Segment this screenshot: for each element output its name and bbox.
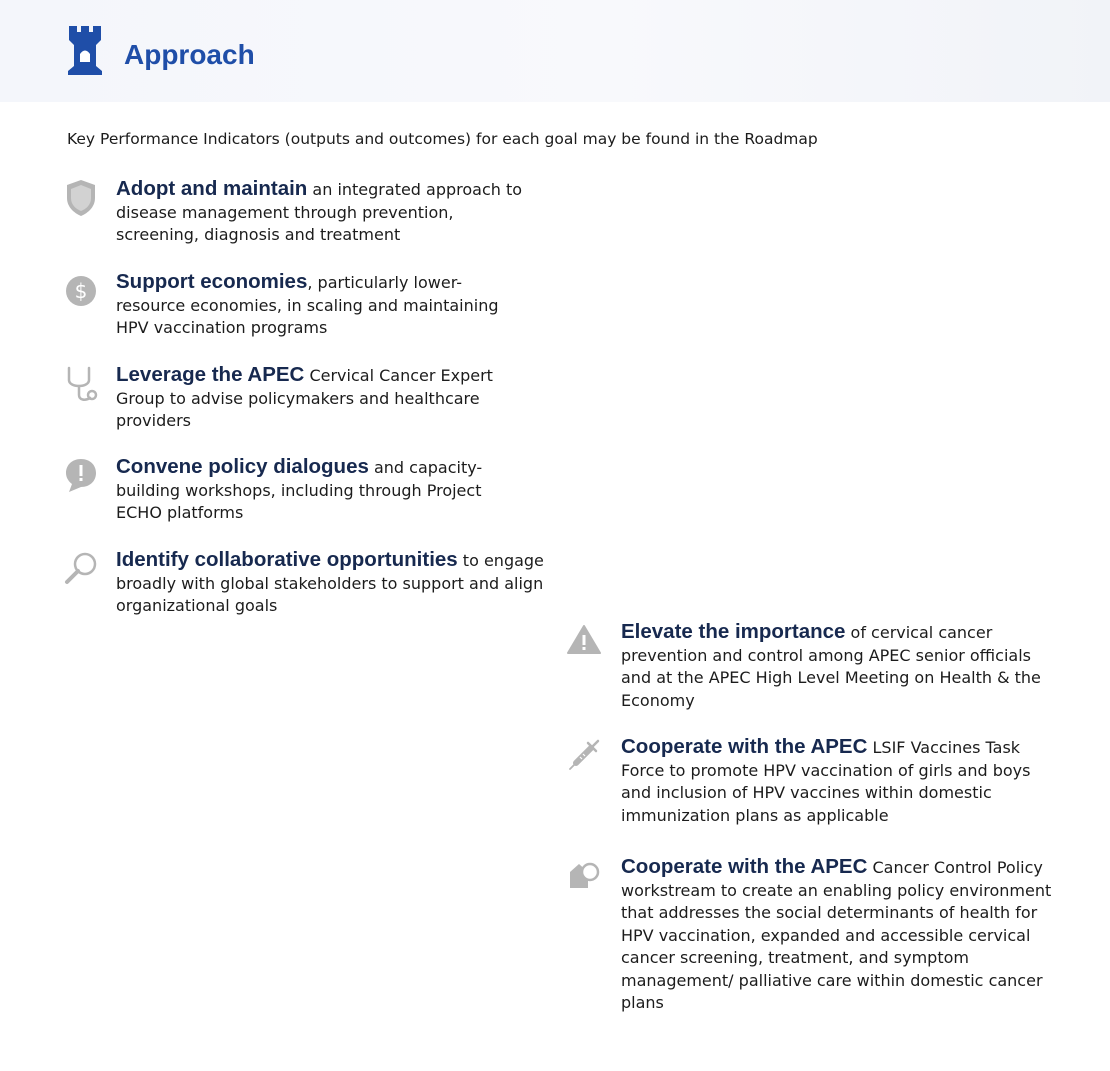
goal-item xyxy=(64,364,526,433)
svg-text:$: $ xyxy=(74,279,88,303)
goal-text xyxy=(621,621,1061,712)
dollar-coin-icon xyxy=(64,271,98,311)
goal-item xyxy=(64,271,526,340)
goal-text xyxy=(621,736,1061,827)
intro-text: Key Performance Indicators (outputs and outcomes) for each goal may be found in the Roadmap xyxy=(67,130,818,148)
castle-tower-icon xyxy=(65,24,105,76)
warning-triangle-icon xyxy=(567,621,601,661)
shield-icon xyxy=(64,178,98,218)
stethoscope-icon xyxy=(64,364,98,404)
goal-description: Cervical Cancer Expert Group to advise policymakers and healthcare providers xyxy=(116,366,493,430)
goal-keyword: Identify collaborative opportunities xyxy=(116,548,458,571)
goal-keyword: Support economies xyxy=(116,270,308,293)
goal-description: to engage broadly with global stakeholders to support and align organizational goals xyxy=(116,551,544,615)
goal-text xyxy=(116,178,536,247)
goal-text xyxy=(116,549,556,618)
goal-text xyxy=(621,856,1061,1015)
goal-item xyxy=(567,621,1061,712)
magnifier-icon xyxy=(64,549,98,589)
goal-text xyxy=(116,364,526,433)
goal-description: of cervical cancer prevention and control among APEC senior officials and at the APEC High Level Meeting on Health & the Economy xyxy=(621,623,1041,710)
goal-description: LSIF Vaccines Task Force to promote HPV vaccination of girls and boys and inclusion of HPV vaccines within domestic immunization plans as applicable xyxy=(621,738,1031,825)
goal-item xyxy=(64,456,526,525)
goal-keyword: Cooperate with the APEC xyxy=(621,735,868,758)
goal-item xyxy=(567,856,1061,1015)
goal-item xyxy=(64,549,556,618)
house-speech-icon xyxy=(567,856,601,896)
goal-description: an integrated approach to disease management through prevention, screening, diagnosis and treatment xyxy=(116,180,523,244)
goal-description: , particularly lower-resource economies, in scaling and maintaining HPV vaccination programs xyxy=(116,273,499,337)
goal-text xyxy=(116,456,526,525)
goal-item xyxy=(64,178,536,247)
goal-description: and capacity-building workshops, including through Project ECHO platforms xyxy=(116,458,483,522)
goal-keyword: Convene policy dialogues xyxy=(116,455,369,478)
goal-item xyxy=(567,736,1061,827)
speech-bubble-alert-icon xyxy=(64,456,98,496)
syringe-icon xyxy=(567,736,601,776)
goal-text xyxy=(116,271,526,340)
goal-keyword: Leverage the APEC xyxy=(116,363,305,386)
goal-keyword: Cooperate with the APEC xyxy=(621,855,868,878)
goal-keyword: Elevate the importance xyxy=(621,620,846,643)
page-title: Approach xyxy=(124,39,255,70)
goal-keyword: Adopt and maintain xyxy=(116,177,308,200)
goal-description: Cancer Control Policy workstream to create an enabling policy environment that addresses the social determinants of health for HPV vaccination, expanded and accessible cervical cancer screening, treatment, and symptom management/ palliative care within domestic cancer plans xyxy=(621,858,1052,1012)
